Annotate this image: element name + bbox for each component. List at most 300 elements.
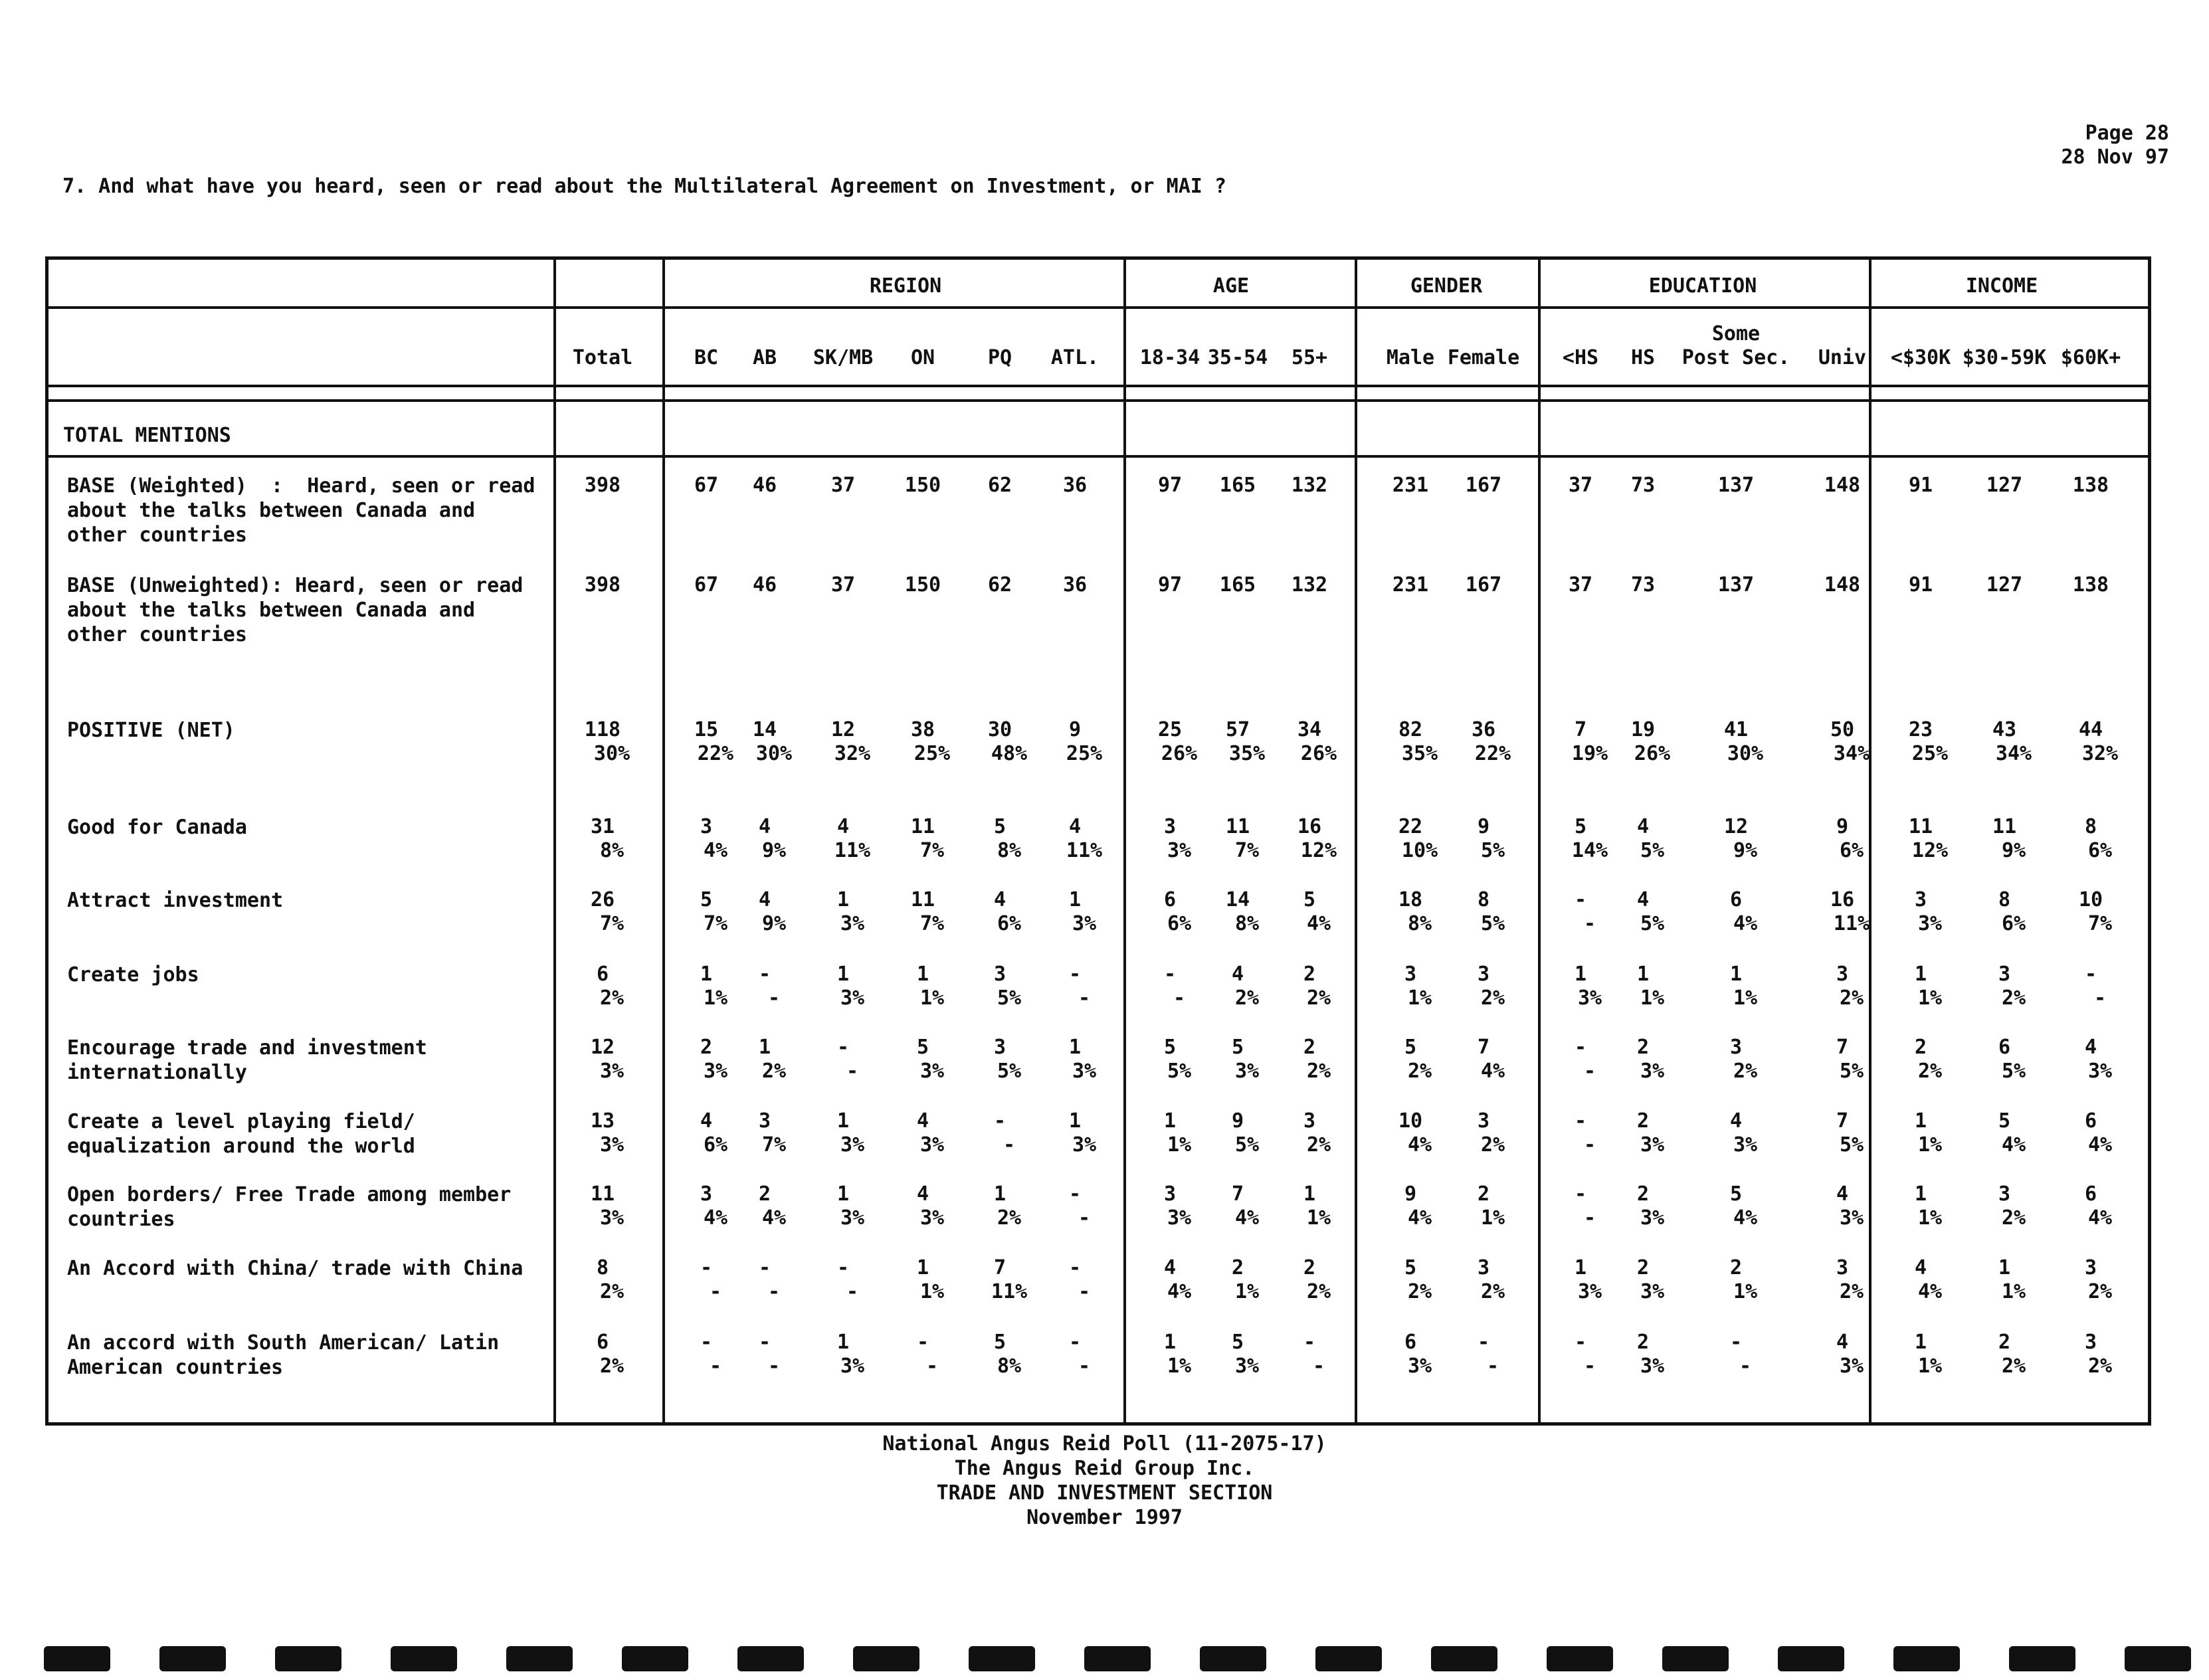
table-cell-percent: - (1173, 986, 1186, 1010)
table-cell-percent: 3% (1167, 839, 1192, 862)
table-cell-count: 5 (1404, 1036, 1417, 1059)
table-cell-percent: 2% (1480, 1280, 1505, 1303)
table-cell-count: 34 (1297, 718, 1322, 741)
table-cell-count: 41 (1723, 718, 1749, 741)
table-cell-percent: 4% (703, 839, 728, 862)
table-cell-count: 5 (1163, 1036, 1177, 1059)
table-cell-percent: 7% (2087, 912, 2113, 935)
sprocket-hole (737, 1646, 804, 1671)
column-divider (1355, 260, 1357, 1422)
row-label: POSITIVE (NET) (67, 719, 235, 742)
table-cell-count: 3 (1836, 1256, 1849, 1279)
table-cell-percent: 4% (2087, 1133, 2113, 1157)
table-cell-percent: 9% (1733, 839, 1758, 862)
table-cell-percent: 4% (1407, 1133, 1432, 1157)
table-cell-percent: 2% (1480, 986, 1505, 1010)
row-divider (48, 306, 2148, 309)
sprocket-hole (2125, 1646, 2191, 1671)
table-cell-percent: - (846, 1060, 859, 1083)
table-cell-count: 7 (1836, 1036, 1849, 1059)
table-cell-count: - (1574, 1036, 1587, 1059)
row-label: other countries (67, 523, 247, 547)
table-cell-percent: 2% (1480, 1133, 1505, 1157)
table-cell-count: 5 (1729, 1182, 1743, 1206)
sprocket-hole (159, 1646, 226, 1671)
table-cell-count: 2 (1303, 1036, 1316, 1059)
column-divider (1538, 260, 1541, 1422)
table-cell-count: 6 (1163, 888, 1177, 911)
row-label: countries (67, 1208, 175, 1231)
table-cell-count: 11 (910, 815, 935, 838)
table-cell-count: 6 (596, 963, 609, 986)
table-cell-percent: 3% (840, 1133, 865, 1157)
table-cell-count: 398 (584, 474, 621, 497)
sprocket-hole (969, 1646, 1035, 1671)
table-cell-percent: - (1486, 1354, 1499, 1378)
table-cell-count: 5 (1404, 1256, 1417, 1279)
table-cell-percent: 11% (1066, 839, 1103, 862)
table-cell-percent: 3% (840, 986, 865, 1010)
row-divider (48, 385, 2148, 387)
table-cell-count: 4 (758, 815, 771, 838)
table-cell-count: 5 (1998, 1109, 2011, 1133)
page-number: Page 28 (2085, 122, 2169, 145)
row-label: Create jobs (67, 963, 199, 986)
table-cell-count: 19 (1630, 718, 1656, 741)
table-cell-percent: - (925, 1354, 939, 1378)
table-cell-count: 22 (1398, 815, 1423, 838)
table-cell-count: 6 (2084, 1109, 2097, 1133)
table-cell-count: 1 (1574, 1256, 1587, 1279)
table-cell-count: 57 (1225, 718, 1250, 741)
table-cell-percent: 5% (1839, 1060, 1864, 1083)
table-cell-percent: 3% (1577, 1280, 1602, 1303)
table-cell-percent: 2% (2001, 986, 2026, 1010)
table-cell-percent: - (846, 1280, 859, 1303)
table-cell-count: 38 (910, 718, 935, 741)
row-divider (48, 399, 2148, 402)
table-cell-count: 4 (1836, 1182, 1849, 1206)
table-cell-percent: 3% (919, 1060, 945, 1083)
row-label: Good for Canada (67, 816, 247, 839)
table-cell-count: 6 (1998, 1036, 2011, 1059)
table-cell-count: 5 (1574, 815, 1587, 838)
page-header (2061, 122, 2169, 169)
table-cell-percent: 3% (1640, 1060, 1665, 1083)
table-cell-percent: 5% (1167, 1060, 1192, 1083)
table-cell-count: 11 (590, 1182, 615, 1206)
table-cell-percent: 48% (991, 742, 1028, 765)
table-cell-count: 2 (1477, 1182, 1490, 1206)
table-cell-percent: 2% (1306, 1133, 1331, 1157)
table-cell-percent: 1% (1480, 1206, 1505, 1230)
sprocket-hole (275, 1646, 341, 1671)
row-label: An Accord with China/ trade with China (67, 1257, 524, 1280)
table-cell-count: 398 (584, 573, 621, 597)
table-cell-percent: 2% (599, 1280, 624, 1303)
footer-line: November 1997 (1026, 1506, 1183, 1529)
table-cell-percent: 3% (919, 1133, 945, 1157)
table-cell-percent: 4% (1733, 1206, 1758, 1230)
table-cell-count: 3 (2084, 1331, 2097, 1354)
column-header: BC (694, 346, 719, 369)
table-cell-count: 148 (1824, 573, 1861, 597)
table-cell-percent: 1% (2001, 1280, 2026, 1303)
table-cell-count: 231 (1392, 474, 1429, 497)
table-cell-percent: 8% (1407, 912, 1432, 935)
column-divider (662, 260, 665, 1422)
table-cell-count: 2 (1914, 1036, 1927, 1059)
table-cell-percent: 5% (1234, 1133, 1260, 1157)
table-cell-count: 82 (1398, 718, 1423, 741)
table-cell-count: 62 (987, 474, 1012, 497)
table-cell-percent: 7% (1234, 839, 1260, 862)
table-cell-percent: 35% (1401, 742, 1438, 765)
table-cell-count: - (2084, 963, 2097, 986)
table-cell-percent: 2% (599, 1354, 624, 1378)
row-divider (48, 455, 2148, 458)
table-cell-count: 12 (1723, 815, 1749, 838)
table-cell-count: 1 (1163, 1109, 1177, 1133)
column-header: PQ (987, 346, 1012, 369)
table-cell-percent: - (1078, 1280, 1091, 1303)
table-cell-percent: 2% (2001, 1206, 2026, 1230)
table-cell-count: - (1163, 963, 1177, 986)
table-cell-count: 1 (1998, 1256, 2011, 1279)
table-cell-percent: 8% (599, 839, 624, 862)
table-cell-percent: 8% (1234, 912, 1260, 935)
table-cell-count: 4 (1636, 815, 1650, 838)
table-cell-count: 36 (1062, 474, 1088, 497)
table-cell-percent: 2% (761, 1060, 787, 1083)
table-cell-percent: 3% (1234, 1354, 1260, 1378)
table-cell-count: 11 (910, 888, 935, 911)
column-header: Male (1386, 346, 1435, 369)
column-header: <HS (1562, 346, 1599, 369)
table-cell-count: 4 (836, 815, 850, 838)
table-cell-count: 127 (1986, 573, 2023, 597)
table-cell-count: 10 (1398, 1109, 1423, 1133)
table-cell-percent: 2% (1306, 986, 1331, 1010)
table-cell-count: 1 (1914, 1109, 1927, 1133)
table-cell-count: 1 (1068, 1109, 1082, 1133)
table-cell-percent: 2% (1407, 1060, 1432, 1083)
table-cell-percent: 7% (919, 839, 945, 862)
table-cell-count: - (1068, 1256, 1082, 1279)
table-cell-count: 3 (1998, 1182, 2011, 1206)
table-cell-count: 36 (1471, 718, 1496, 741)
table-cell-count: 8 (2084, 815, 2097, 838)
group-header: REGION (869, 274, 942, 298)
table-cell-percent: 9% (761, 839, 787, 862)
table-cell-count: 6 (596, 1331, 609, 1354)
column-header: Some (1711, 322, 1761, 345)
table-cell-count: - (758, 963, 771, 986)
sprocket-hole (506, 1646, 573, 1671)
table-cell-count: 4 (758, 888, 771, 911)
table-cell-count: 3 (700, 1182, 713, 1206)
table-cell-count: 1 (1914, 1182, 1927, 1206)
table-cell-count: 2 (700, 1036, 713, 1059)
sprocket-hole (391, 1646, 457, 1671)
table-cell-percent: 25% (1911, 742, 1949, 765)
table-cell-percent: 3% (840, 1206, 865, 1230)
section-title: TOTAL MENTIONS (63, 424, 231, 447)
table-cell-percent: 34% (1995, 742, 2032, 765)
table-cell-percent: 12% (1911, 839, 1949, 862)
column-header: 18-34 (1139, 346, 1201, 369)
table-cell-count: 1 (1163, 1331, 1177, 1354)
table-cell-count: - (1068, 963, 1082, 986)
table-cell-count: 9 (1477, 815, 1490, 838)
table-cell-percent: 19% (1571, 742, 1608, 765)
table-cell-percent: 4% (1306, 912, 1331, 935)
row-label: other countries (67, 623, 247, 646)
table-cell-count: 9 (1836, 815, 1849, 838)
table-cell-percent: - (1583, 1354, 1596, 1378)
table-cell-percent: 5% (1640, 912, 1665, 935)
table-cell-count: 1 (1068, 1036, 1082, 1059)
table-cell-count: 44 (2078, 718, 2103, 741)
table-cell-percent: 5% (2001, 1060, 2026, 1083)
table-cell-count: 1 (1303, 1182, 1316, 1206)
table-cell-count: 1 (836, 963, 850, 986)
table-cell-percent: - (709, 1280, 722, 1303)
table-cell-percent: 4% (1407, 1206, 1432, 1230)
table-cell-count: 3 (1163, 1182, 1177, 1206)
table-cell-percent: 3% (1072, 1133, 1097, 1157)
sprocket-hole (622, 1646, 688, 1671)
table-cell-count: 1 (1729, 963, 1743, 986)
table-cell-count: - (1574, 888, 1587, 911)
table-cell-percent: 4% (761, 1206, 787, 1230)
table-cell-percent: 3% (599, 1206, 624, 1230)
table-cell-percent: 1% (1917, 986, 1943, 1010)
table-cell-count: - (1574, 1331, 1587, 1354)
table-cell-percent: 6% (2001, 912, 2026, 935)
table-cell-percent: 5% (1480, 912, 1505, 935)
table-cell-count: - (1068, 1182, 1082, 1206)
table-cell-count: 5 (916, 1036, 929, 1059)
row-label: American countries (67, 1356, 284, 1379)
table-cell-count: 67 (694, 474, 719, 497)
table-cell-count: 1 (1914, 963, 1927, 986)
table-cell-count: 1 (700, 963, 713, 986)
table-cell-count: 91 (1908, 474, 1933, 497)
table-cell-percent: 2% (997, 1206, 1022, 1230)
table-cell-count: 2 (1998, 1331, 2011, 1354)
table-cell-percent: 3% (1640, 1206, 1665, 1230)
table-cell-count: 97 (1157, 474, 1183, 497)
table-cell-percent: 1% (1733, 986, 1758, 1010)
table-cell-percent: 3% (840, 1354, 865, 1378)
column-divider (553, 260, 556, 1422)
table-cell-count: 36 (1062, 573, 1088, 597)
table-cell-percent: 32% (2081, 742, 2119, 765)
table-cell-count: 3 (1477, 963, 1490, 986)
table-cell-percent: 25% (1066, 742, 1103, 765)
table-cell-count: 11 (1225, 815, 1250, 838)
table-cell-percent: 3% (1234, 1060, 1260, 1083)
sprocket-hole (1315, 1646, 1382, 1671)
table-cell-count: - (1574, 1109, 1587, 1133)
table-cell-count: 167 (1465, 474, 1502, 497)
table-cell-count: 2 (1729, 1256, 1743, 1279)
table-cell-count: 3 (758, 1109, 771, 1133)
table-cell-percent: 3% (1917, 912, 1943, 935)
table-cell-count: 6 (1729, 888, 1743, 911)
table-cell-percent: 2% (1306, 1280, 1331, 1303)
table-cell-count: 11 (1992, 815, 2017, 838)
column-header: $30-59K (1962, 346, 2047, 369)
table-cell-count: 3 (1729, 1036, 1743, 1059)
table-cell-percent: 2% (1733, 1060, 1758, 1083)
table-cell-percent: 2% (1234, 986, 1260, 1010)
table-cell-percent: - (767, 1354, 781, 1378)
table-cell-count: 3 (1404, 963, 1417, 986)
table-cell-percent: 2% (1917, 1060, 1943, 1083)
question-text: 7. And what have you heard, seen or read about the Multilateral Agreement on Investment, or MAI ? (62, 175, 1226, 198)
table-cell-percent: - (1583, 1206, 1596, 1230)
table-cell-count: 127 (1986, 474, 2023, 497)
table-cell-percent: 30% (755, 742, 793, 765)
table-cell-count: 91 (1908, 573, 1933, 597)
table-cell-count: 2 (758, 1182, 771, 1206)
table-cell-count: 7 (1477, 1036, 1490, 1059)
table-cell-percent: 3% (919, 1206, 945, 1230)
table-cell-percent: 11% (991, 1280, 1028, 1303)
table-cell-percent: 2% (1839, 1280, 1864, 1303)
table-cell-count: 43 (1992, 718, 2017, 741)
column-header: ATL. (1050, 346, 1100, 369)
table-cell-count: 7 (1836, 1109, 1849, 1133)
footer-line: National Angus Reid Poll (11-2075-17) (882, 1432, 1327, 1455)
table-cell-count: 4 (1636, 888, 1650, 911)
table-cell-count: - (916, 1331, 929, 1354)
table-cell-count: 9 (1068, 718, 1082, 741)
table-cell-count: 1 (1068, 888, 1082, 911)
group-header: GENDER (1410, 274, 1483, 298)
table-cell-count: 7 (1231, 1182, 1244, 1206)
table-cell-count: 6 (1404, 1331, 1417, 1354)
table-cell-percent: - (2093, 986, 2107, 1010)
table-cell-count: 4 (993, 888, 1007, 911)
group-header: EDUCATION (1648, 274, 1757, 298)
column-header: <$30K (1890, 346, 1951, 369)
table-cell-count: 10 (2078, 888, 2103, 911)
table-cell-count: - (1068, 1331, 1082, 1354)
table-cell-percent: 3% (1839, 1354, 1864, 1378)
table-cell-percent: 35% (1228, 742, 1266, 765)
table-cell-percent: 14% (1571, 839, 1608, 862)
table-cell-percent: 1% (1733, 1280, 1758, 1303)
table-cell-count: 30 (987, 718, 1012, 741)
row-label: internationally (67, 1061, 247, 1084)
table-cell-count: 150 (904, 474, 941, 497)
table-cell-count: 37 (1568, 474, 1593, 497)
table-cell-count: 2 (1636, 1331, 1650, 1354)
table-cell-count: 13 (590, 1109, 615, 1133)
table-cell-percent: 26% (1300, 742, 1337, 765)
table-cell-count: 231 (1392, 573, 1429, 597)
table-cell-percent: 5% (1640, 839, 1665, 862)
table-cell-count: - (758, 1331, 771, 1354)
table-cell-percent: 3% (1640, 1280, 1665, 1303)
table-cell-percent: 2% (1839, 986, 1864, 1010)
table-cell-count: 67 (694, 573, 719, 597)
table-cell-percent: 4% (1733, 912, 1758, 935)
row-label: Encourage trade and investment (67, 1036, 427, 1060)
table-cell-percent: 3% (599, 1060, 624, 1083)
sprocket-hole (2009, 1646, 2075, 1671)
table-cell-count: 132 (1291, 573, 1328, 597)
table-cell-percent: 2% (2087, 1354, 2113, 1378)
table-cell-percent: 26% (1634, 742, 1671, 765)
table-cell-count: 3 (1998, 963, 2011, 986)
table-cell-percent: 3% (1640, 1133, 1665, 1157)
table-cell-count: 6 (2084, 1182, 2097, 1206)
sprocket-hole (1893, 1646, 1960, 1671)
table-cell-percent: 4% (703, 1206, 728, 1230)
row-label: Open borders/ Free Trade among member (67, 1183, 512, 1206)
column-header: 55+ (1291, 346, 1328, 369)
sprocket-hole (1778, 1646, 1844, 1671)
table-cell-percent: 6% (703, 1133, 728, 1157)
table-cell-count: 4 (916, 1182, 929, 1206)
table-cell-count: - (758, 1256, 771, 1279)
table-cell-percent: 3% (1167, 1206, 1192, 1230)
table-cell-percent: 11% (1833, 912, 1870, 935)
row-label: about the talks between Canada and (67, 499, 476, 522)
sprocket-hole (1084, 1646, 1151, 1671)
table-cell-count: 148 (1824, 474, 1861, 497)
table-cell-percent: 3% (1839, 1206, 1864, 1230)
table-cell-percent: 12% (1300, 839, 1337, 862)
table-cell-percent: - (1003, 1133, 1016, 1157)
table-cell-count: 2 (1636, 1109, 1650, 1133)
table-cell-count: 165 (1219, 474, 1256, 497)
table-cell-count: 137 (1717, 573, 1755, 597)
table-cell-count: - (836, 1036, 850, 1059)
table-cell-count: 73 (1630, 573, 1656, 597)
table-cell-count: 138 (2072, 474, 2109, 497)
table-cell-count: 46 (752, 474, 777, 497)
column-header: Univ (1818, 346, 1867, 369)
table-cell-count: 2 (1636, 1256, 1650, 1279)
table-cell-percent: - (1078, 986, 1091, 1010)
footer (0, 1432, 2209, 1530)
table-cell-percent: 1% (1640, 986, 1665, 1010)
table-cell-count: 7 (993, 1256, 1007, 1279)
table-cell-count: 5 (993, 815, 1007, 838)
table-cell-percent: 4% (1234, 1206, 1260, 1230)
table-cell-percent: 1% (1234, 1280, 1260, 1303)
table-cell-percent: 11% (834, 839, 871, 862)
table-cell-count: 165 (1219, 573, 1256, 597)
table-cell-percent: 5% (1839, 1133, 1864, 1157)
table-cell-count: - (836, 1256, 850, 1279)
table-cell-percent: 3% (1072, 912, 1097, 935)
table-cell-count: 5 (700, 888, 713, 911)
table-cell-count: 23 (1908, 718, 1933, 741)
table-cell-count: 1 (993, 1182, 1007, 1206)
table-cell-count: - (1477, 1331, 1490, 1354)
table-cell-count: 167 (1465, 573, 1502, 597)
table-cell-percent: 4% (1917, 1280, 1943, 1303)
table-cell-percent: 1% (703, 986, 728, 1010)
row-label: equalization around the world (67, 1135, 415, 1158)
column-divider (1869, 260, 1872, 1422)
